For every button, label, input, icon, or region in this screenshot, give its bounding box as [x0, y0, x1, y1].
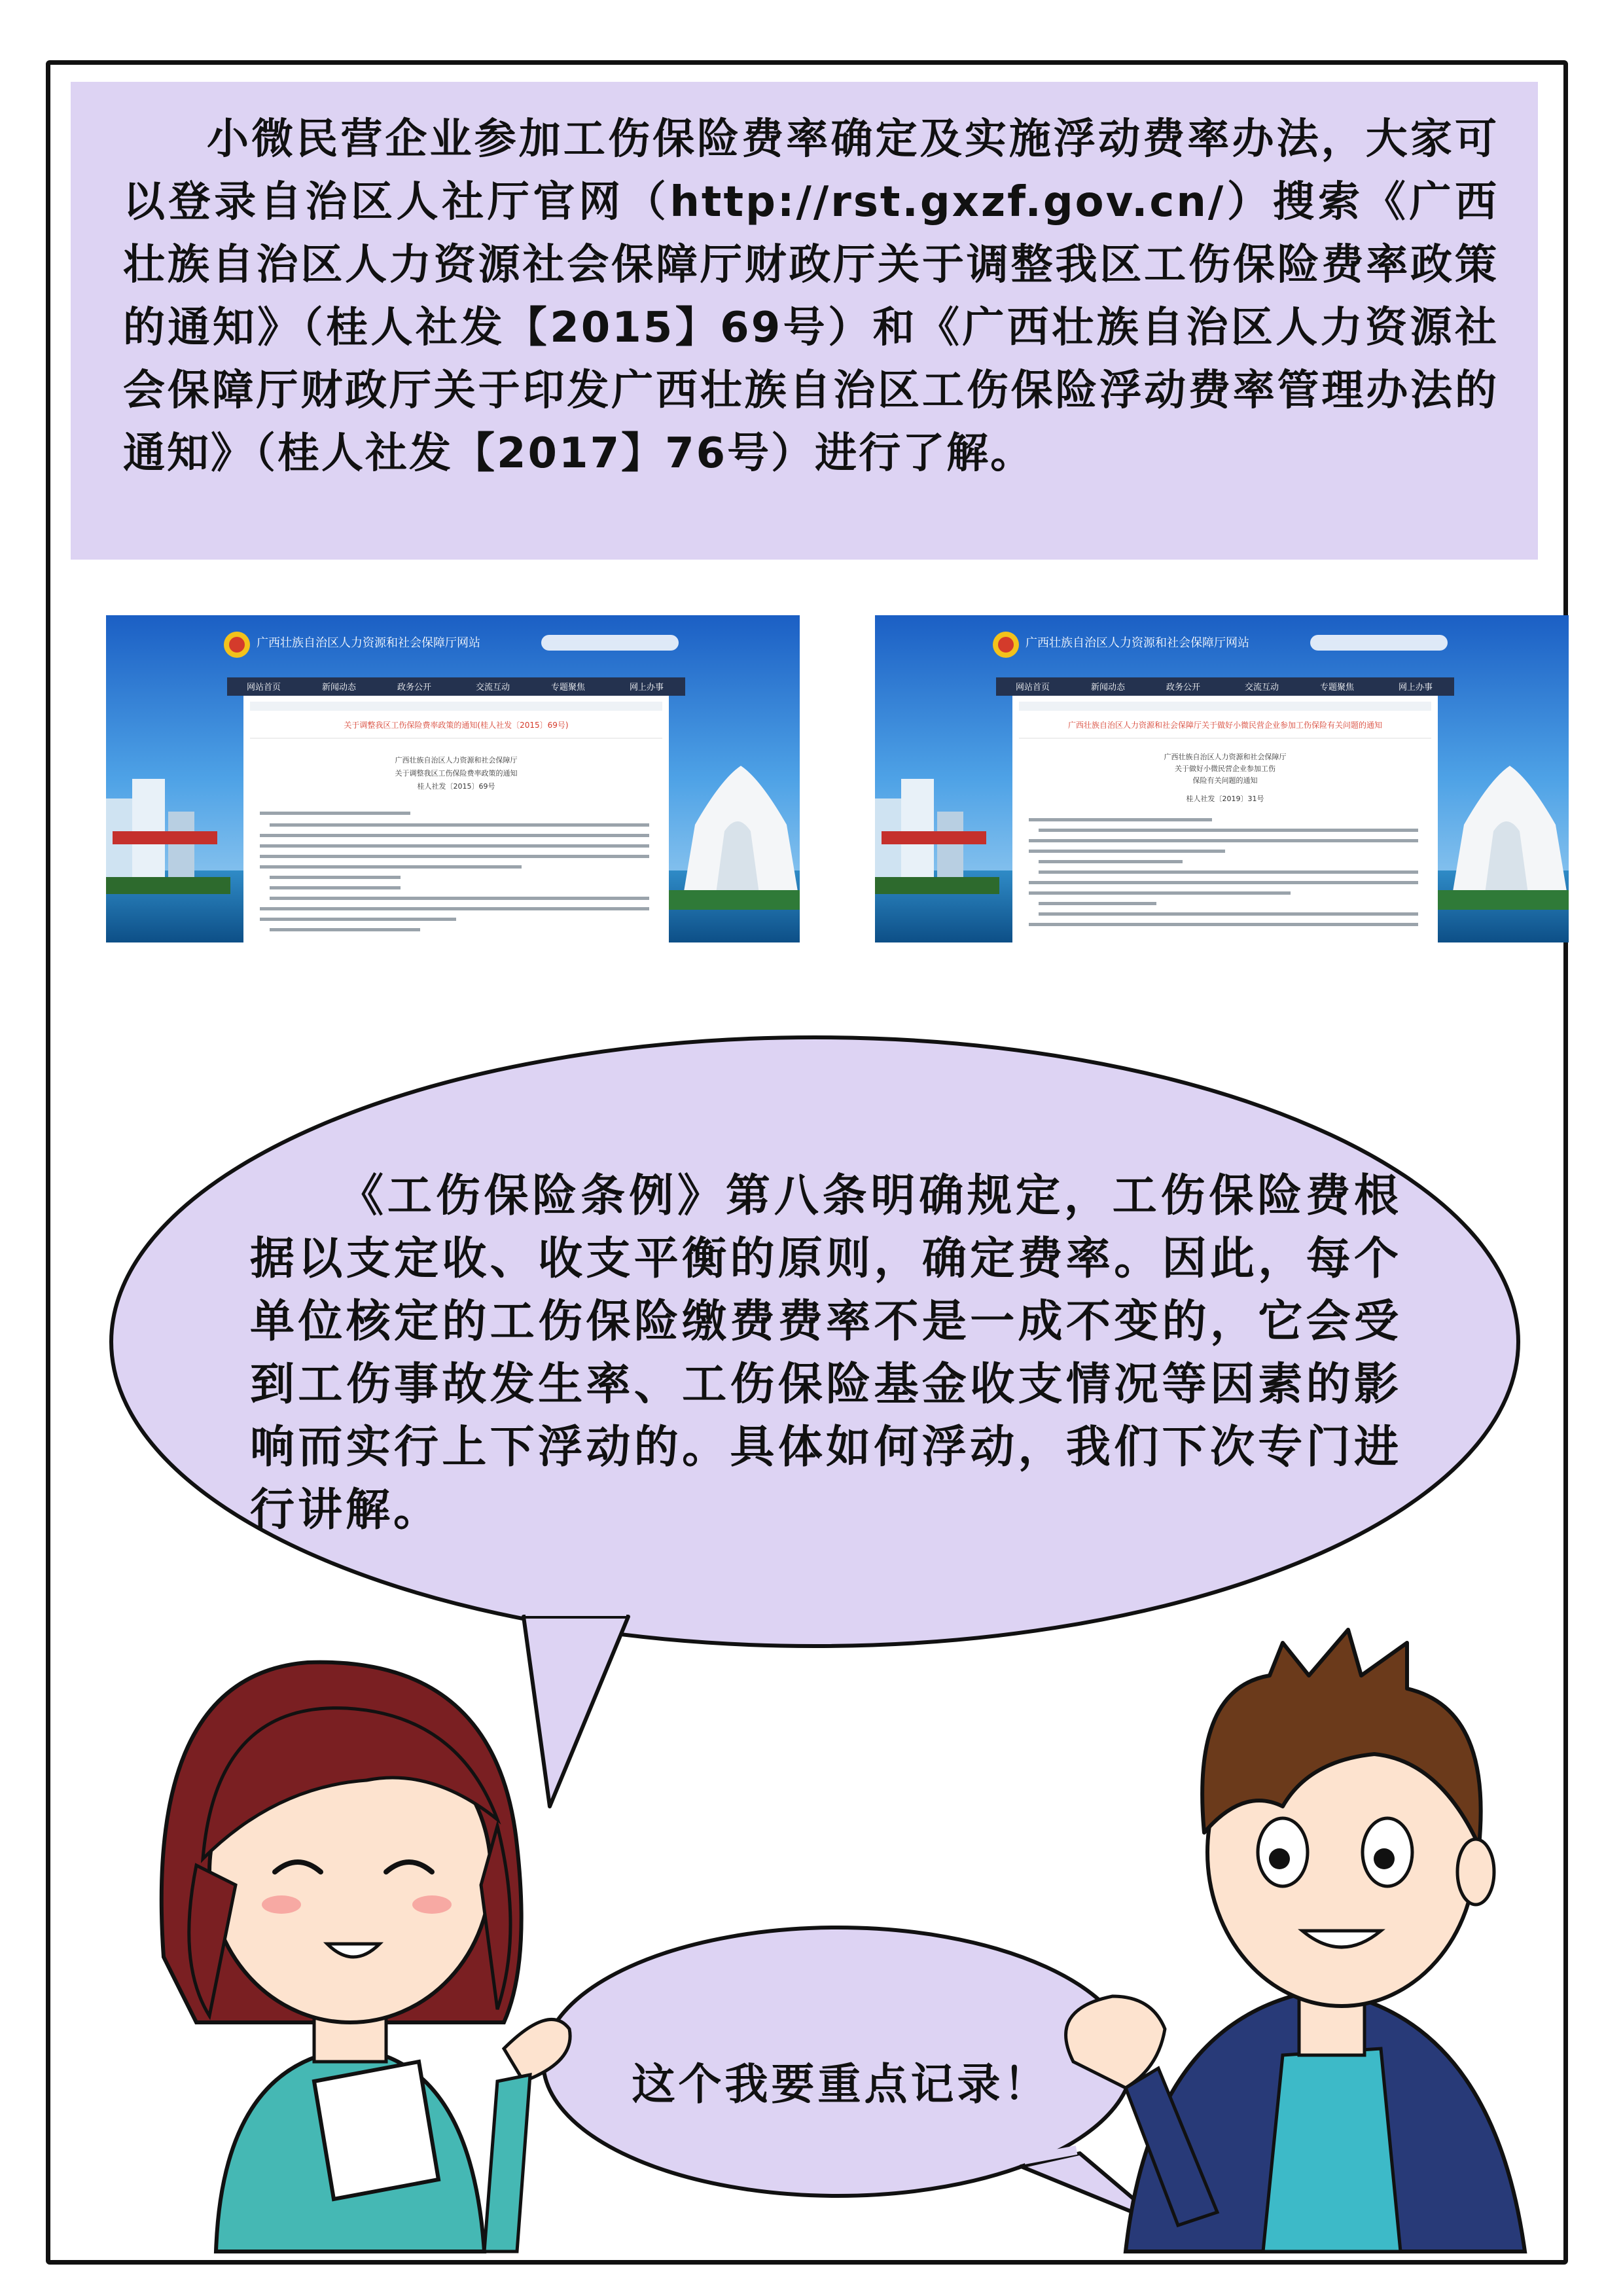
doc-title-line: 关于做好小微民营企业参加工伤 — [1175, 764, 1275, 773]
nav-gov[interactable]: 政务公开 — [1166, 683, 1201, 692]
nav-news[interactable]: 新闻动态 — [322, 683, 357, 692]
doc-title-line: 保险有关问题的通知 — [1192, 776, 1258, 785]
woman-character — [162, 1662, 570, 2251]
doc-title-line: 桂人社发〔2015〕69号 — [417, 782, 495, 791]
doc-heading: 关于调整我区工伤保险费率政策的通知(桂人社发〔2015〕69号) — [344, 721, 569, 730]
nav-interact[interactable]: 交流互动 — [1245, 683, 1279, 692]
nav-interact[interactable]: 交流互动 — [476, 683, 510, 692]
nav-home[interactable]: 网站首页 — [1016, 683, 1050, 692]
nav-services[interactable]: 网上办事 — [630, 683, 664, 692]
doc-title-line: 关于调整我区工伤保险费率政策的通知 — [395, 769, 518, 778]
doc-heading: 广西壮族自治区人力资源和社会保障厅关于做好小微民营企业参加工伤保险有关问题的通知 — [1067, 721, 1383, 730]
doc-title-line: 桂人社发〔2019〕31号 — [1186, 795, 1264, 803]
nav-news[interactable]: 新闻动态 — [1091, 683, 1126, 692]
nav-gov[interactable]: 政务公开 — [397, 683, 432, 692]
main-speech-text: 《工伤保险条例》第八条明确规定，工伤保险费根据以支定收、收支平衡的原则，确定费率。因此，每个单位核定的工伤保险缴费费率不是一成不变的，它会受到工伤事故发生率、工伤保险基金收支情况等因素的影响而实行上下浮动的。具体如何浮动，我们下次专门进行讲解。 — [250, 1170, 1402, 1536]
small-speech-text: 这个我要重点记录！ — [632, 2059, 1050, 2109]
nav-home[interactable]: 网站首页 — [247, 683, 281, 692]
doc-title-line: 广西壮族自治区人力资源和社会保障厅 — [395, 756, 518, 764]
nav-topics[interactable]: 专题聚焦 — [1320, 683, 1355, 692]
nav-services[interactable]: 网上办事 — [1399, 683, 1433, 692]
intro-text: 小微民营企业参加工伤保险费率确定及实施浮动费率办法，大家可以登录自治区人社厅官网（http://rst.gxzf.gov.cn/）搜索《广西壮族自治区人力资源社会保障厅财政厅关于调整我区工伤保险费率政策的通知》（桂人社发【2015】69号）和《广西壮族自治区人力资源社会保障厅财政厅关于印发广西壮族自治区工伤保险浮动费率管理办法的通知》（桂人社发【2017】76号）进行了解。 — [123, 115, 1499, 478]
doc-title-line: 广西壮族自治区人力资源和社会保障厅 — [1164, 753, 1287, 761]
site-title: 广西壮族自治区人力资源和社会保障厅网站 — [257, 636, 480, 650]
nav-topics[interactable]: 专题聚焦 — [551, 683, 586, 692]
site-title: 广西壮族自治区人力资源和社会保障厅网站 — [1026, 636, 1249, 650]
man-character — [1066, 1630, 1525, 2251]
